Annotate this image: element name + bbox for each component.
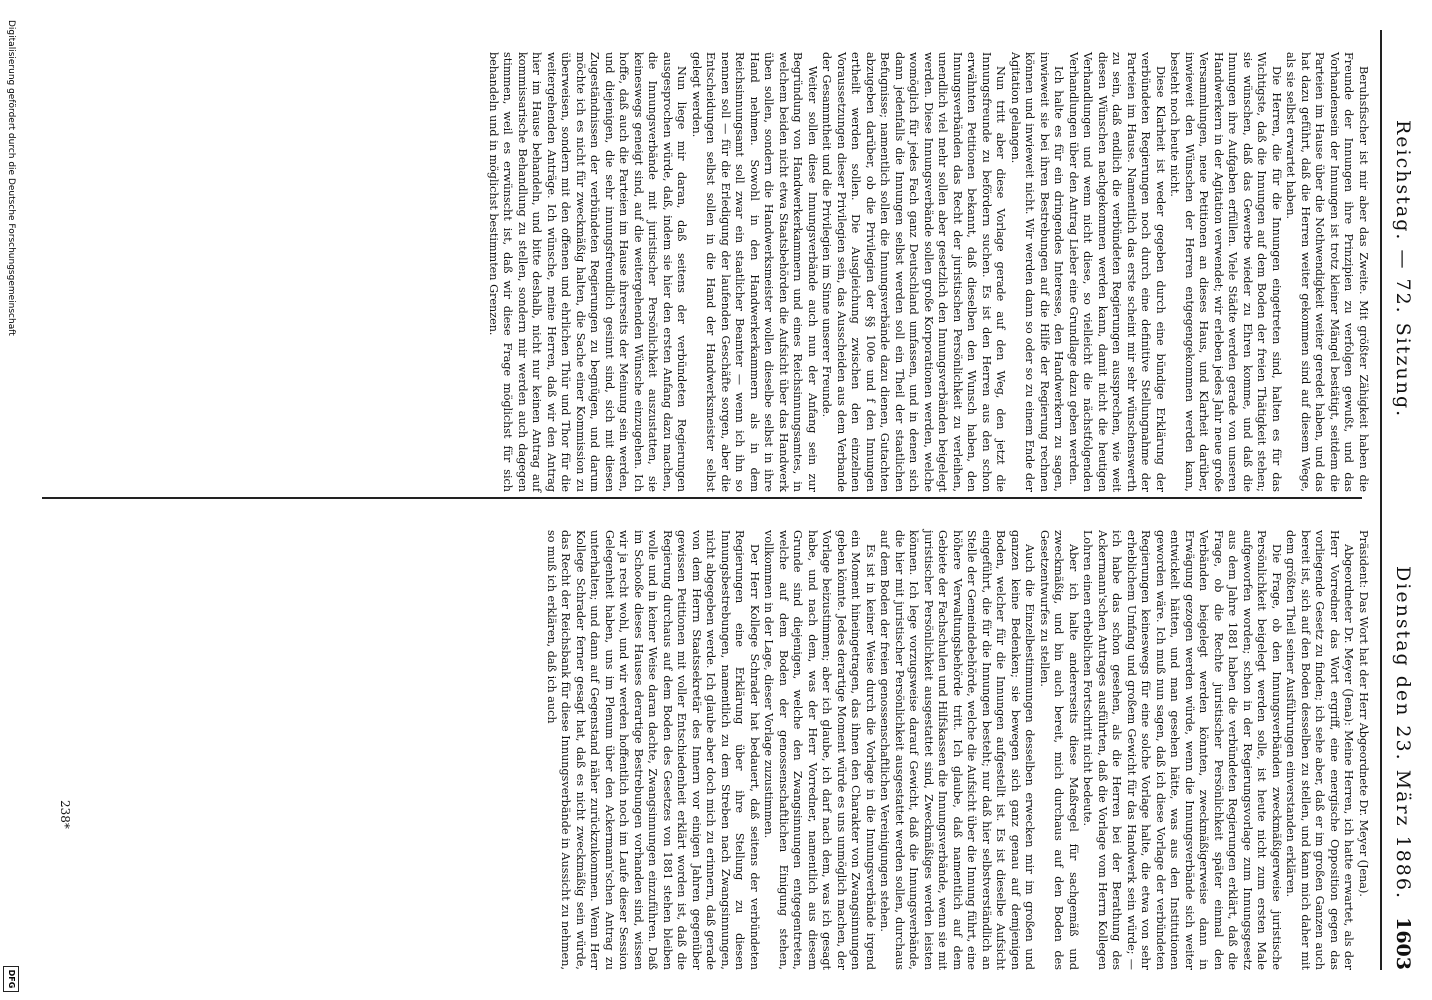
right-column — [544, 530, 1371, 970]
paragraph: Präsident: Das Wort hat der Herr Abgeordnete Dr. Meyer (Jena). — [1357, 530, 1370, 897]
digitization-credit — [0, 0, 22, 1000]
column-divider — [42, 497, 1362, 499]
paragraph: Aber ich halte andererseits diese Maßregel für sachgemäß und zweckmäßig, und bin auch bereit, mich durchaus auf den Boden des Gesetzentwurfes zu stellen. — [1038, 530, 1080, 970]
paragraph: Der Herr Kollege Schrader hat bedauert, daß seitens der verbündeten Regierungen eine Erklärung über ihre Stellung zu diesen Innungsbestrebungen, namentlich zu dem Streben nach Zwangsinnungen, nicht abgegeben werde. Ich glaube aber doch mich zu erinnern, daß gerade von dem Herrn Staatssekretär des Innern vor einigen Jahren gegenüber gewissen Petitionen mit voller Entschiedenheit erklärt worden ist, daß die Regierung durchaus auf dem Boden des Gesetzes von 1881 stehen bleiben wolle und in keiner Weise daran dachte, Zwangsinnungen einzuführen. Daß im Schooße dieses Hauses derartige Bestrebungen vorhanden sind, wissen wir ja recht wohl, und wir werden hoffentlich noch im Laufe dieser Session Gelegenheit haben, uns im Plenum über den Ackermann'schen Antrag zu unterhalten; und dann auf Gegenstand näher zurückzukommen. Wenn Herr Kollege Schrader ferner gesagt hat, daß es nicht zweckmäßig sein würde, das Recht der Reichsbank für diese Innungsverbände in Aussicht zu nehmen, so muß ich erklären, daß ich auch — [545, 530, 761, 970]
paragraph: Nun liege mir daran, daß seitens der verbündeten Regierungen ausgesprochen würde, daß, indem sie hier den ersten Anfang dazu machen, die Innungsverbände mit juristischer Persönlichkeit auszustatten, sie keineswegs geneigt sind, auf die weitergehenden Wünsche einzugehen. Ich hoffe, daß auch die Parteien im Hause ihrerseits der Meinung sein werden, und diejenigen, die sehr innungsfreundlich gesinnt sind, sich mit diesen Zugeständnissen der verbündeten Regierungen zu begnügen, und darum möchte ich es nicht für zweckmäßig halten, die Sache einer Kommission zu überweisen, sondern mit den offenen und ehrlichen Thür und Thor für die weitergehenden Anträge. Ich wünsche, meine Herren, daß wir den Antrag hier im Hause behandeln, und bitte deshalb, nicht nur keinen Antrag auf kommissarische Behandlung zu stellen, sondern mir werden auch dagegen stimmen, weil es erwünscht ist, daß wir diese Frage möglichst für sich behandeln und in möglichst bestimmten Grenzen. — [487, 52, 689, 492]
signature-mark: 238* — [58, 800, 72, 829]
left-column — [486, 52, 1371, 492]
paragraph: Nun tritt aber diese Vorlage gerade auf den Weg, den jetzt die Innungsfreunde zu befördern suchen. Es ist den Herren aus den schon erwähnten Petitionen bekannt, daß dieselben den Wunsch haben, den Innungsverbänden das Recht der juristischen Persönlichkeit zu verleihen, unendlich viel mehr sollen aber gesetzlich den Innungsverbänden beigelegt werden. Diese Innungsverbände sollen große Korporationen werden, welche womöglich für jedes Fach ganz Deutschland umfassen, und in denen sich dann jedenfalls die Innungen selbst werden soll ein Theil der staatlichen Befugnisse; namentlich sollen die Innungsverbände dazu dienen, Gutachten abzugeben darüber, ob die Privilegien der §§ 100e und f den Innungen ertheilt werden sollen. Die Ausgleichung zwischen den einzelnen Voraussetzungen dieser Privilegien sein, das Ausscheiden aus dem Verbande der Gesammtheit und die Privilegien im Sinne unserer Freunde. — [820, 52, 1008, 492]
paragraph: Abgeordneter Dr. Meyer (Jena): Meine Herren, ich hatte erwartet, als der Herr Vorredner das Wort ergriff, eine energische Opposition gegen das vorliegende Gesetz zu finden; ich sehe aber, daß er im großen Ganzen auch bereit ist, sich auf den Boden desselben zu stellen, und kann mich daher mit dem größten Theil seiner Ausführungen einverstanden erklären. — [1284, 530, 1356, 970]
paragraph: Weiter sollen diese Innungsverbände auch nun der Anfang sein zur Begründung von Handwerkerkammern und eines Reichsinnungsamtes, in welchem beiden nicht etwa Staatsbehörden die Aufsicht über das Handwerk üben sollen, sondern die Handwerksmeister wollen dieselbe selbst in ihre Hand nehmen. Sowohl in den Handwerkerkammern als in dem Reichsinnungsamt soll zwar ein staatlicher Beamter — wenn ich ihn so nennen soll — für die Erledigung der laufenden Geschäfte sorgen, aber die Entscheidungen selbst sollen in die Hand der Handwerksmeister selbst gelegt werden. — [690, 52, 819, 492]
dfg-logo: DFG — [3, 966, 19, 992]
paragraph: Die Frage, ob den Innungsverbänden zweckmäßigerweise juristische Persönlichkeit beigelegt werden solle, ist heute nicht zum ersten Male aufgeworfen worden; schon in der Regierungsvorlage zum Innungsgesetz aus dem Jahre 1881 haben die verbündeten Regierungen erklärt, daß die Frage, ob die Rechte juristischer Persönlichkeit später einmal den Verbänden beigelegt werden könnten, zweckmäßigerweise dann in Erwägung gezogen werden würde, wenn die Innungsverbände sich weiter entwickelt hätten, und man gesehen hätte, was aus den Institutionen geworden wäre. Ich muß nun sagen, daß ich diese Vorlage der verbündeten Regierungen keineswegs für eine solche Vorlage halte, die etwa von sehr erheblichem Umfang und großem Gewicht für das Handwerk sein würde; — ich habe das schon gesehen, als die Herren bei der Berathung des Ackermann'schen Antrages ausführten, daß die Vorlage vom Herrn Kollegen Lohren einen erheblichen Fortschritt nicht bedeute. — [1081, 530, 1283, 970]
paragraph: Die Herren, die für die Innungen eingetreten sind, halten es für das Wichtigste, daß die Innungen auf dem Boden der freien Thätigkeit stehen; sie wünschen, daß das Gewerbe wieder zu Ehren komme, und daß die Innungen ihre Aufgaben erfüllen. Viele Städte werden gerade von unseren Handwerkern in der Agitation verwendet; wir erleben jedes Jahr neue große Versammlungen, neue Petitionen an dieses Haus, und Klarheit darüber, inwieweit den Wünschen der Herren entgegengekommen werden kann, besteht noch heute nicht. — [1168, 52, 1283, 492]
header-right: Dienstag den 23. März 1886. — [1392, 566, 1414, 900]
paragraph: Diese Klarheit ist weder gegeben durch eine bündige Erklärung der verbündeten Regierungen noch durch eine definitive Stellungnahme der Parteien im Hause. Namentlich das erste scheint mir sehr wünschenswerth zu sein, daß endlich die verbündeten Regierungen aussprechen, wie weit diesen Wünschen nachgekommen werden kann, damit nicht die heutigen Verhandlungen und wenn nicht diese, so vielleicht die nächstfolgenden Verhandlungen über den Antrag Lieber eine Grundlage dazu geben werden. — [1067, 52, 1167, 492]
header-rule — [1380, 30, 1382, 970]
page-number: 1603 — [1392, 917, 1414, 970]
paragraph: Es ist in keiner Weise durch die Vorlage in die Innungsverbände irgend ein Moment hineingetragen, das ihnen den Charakter von Zwangsinnungen geben könnte. Jedes derartige Moment würde es uns unmöglich machen, der Vorlage beizustimmen; aber ich glaube, ich darf nach dem, was ich gesagt habe, und nach dem, was der Herr Vorredner, namentlich aus diesem Grunde sind diejenigen, welche den Zwangsinnungen entgegentreten, welche auf dem Boden der genossenschaftlichen Einigung stehen, vollkommen in der Lage, dieser Vorlage zuzustimmen. — [762, 530, 877, 970]
credit-text: Digitalisierung gefördert durch die Deutsche Forschungsgemeinschaft — [6, 20, 16, 336]
paragraph: Ich halte es für ein dringendes Interesse, den Handwerkern zu sagen, inwieweit sie bei ihren Bestrebungen auf die Hilfe der Regierung rechnen können und inwieweit nicht. Wir werden dann so oder so zu einem Ende der Agitation gelangen. — [1009, 52, 1066, 492]
page-header — [1384, 40, 1414, 970]
header-left: Reichstag. — 72. Sitzung. — [1392, 120, 1414, 419]
paragraph: Auch die Einzelbestimmungen desselben erwecken mir im großen und ganzen keine Bedenken; sie bewegen sich ganz genau auf demjenigen Boden, welcher für die Innungen aufgestellt ist. Es ist dieselbe Aufsicht eingeführt, die für die Innungen besteht; nur daß hier selbstverständlich an Stelle der Gemeindebehörde, welche die Aufsicht über die Innung führt, eine höhere Verwaltungsbehörde tritt. Ich glaube, daß namentlich auf dem Gebiete der Fachschulen und Hilfskassen die Innungsverbände, wenn sie mit juristischer Persönlichkeit ausgestattet sind, Zweckmäßiges werden leisten können. Ich lege vorzugsweise darauf Gewicht, daß die Innungsverbände, die hier mit juristischer Persönlichkeit ausgestattet werden sollen, durchaus auf dem Boden der freien genossenschaftlichen Vereinigungen stehen. — [878, 530, 1037, 970]
paragraph: Beruhsfischer ist mir aber das Zweite. Mit größter Zähigkeit haben die Freunde der Innungen ihre Prinzipien zu verfolgen gewußt, und das Vorhandensein der Innungen ist trotz kleiner Mängel bestätigt, seitdem die Parteien im Hause über die Nothwendigkeit weiter geredet haben, und das hat dazu geführt, daß die Herren weiter gekommen sind auf diesem Wege, als sie selbst erwartet haben. — [1284, 52, 1370, 492]
